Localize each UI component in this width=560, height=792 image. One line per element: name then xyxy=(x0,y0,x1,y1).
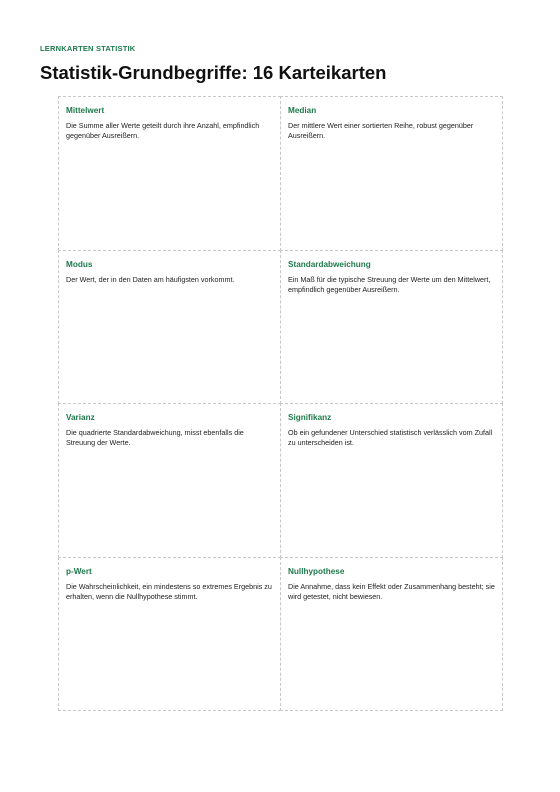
flashcard-definition: Der Wert, der in den Daten am häufigsten vorkommt. xyxy=(66,274,235,284)
flashcard xyxy=(280,403,503,558)
flashcard xyxy=(280,96,503,251)
flashcard-definition: Der mittlere Wert einer sortierten Reihe, robust gegenüber Ausreißern. xyxy=(288,121,474,141)
flashcard xyxy=(280,250,503,405)
flashcard xyxy=(58,557,281,712)
flashcard xyxy=(58,250,281,405)
flashcard-term: Mittelwert xyxy=(66,106,105,115)
flashcard-definition: Die Summe aller Werte geteilt durch ihre Anzahl, empfindlich gegenüber Ausreißern. xyxy=(66,121,260,141)
page-title: Statistik-Grundbegriffe: 16 Karteikarten xyxy=(40,62,387,83)
page-kicker: LERNKARTEN STATISTIK xyxy=(40,44,136,53)
flashcard-term: p-Wert xyxy=(66,566,92,576)
flashcard-term: Varianz xyxy=(66,413,95,422)
flashcard xyxy=(280,557,503,712)
flashcard-definition: Ob ein gefundener Unterschied statistisch verlässlich vom Zufall zu unterscheiden ist. xyxy=(288,428,493,448)
flashcard-definition: Die Annahme, dass kein Effekt oder Zusammenhang besteht; sie wird getestet, nicht bewiesen. xyxy=(288,581,495,601)
flashcard xyxy=(58,403,281,558)
flashcard-term: Nullhypothese xyxy=(288,566,345,576)
flashcard-definition: Die Wahrscheinlichkeit, ein mindestens so extremes Ergebnis zu erhalten, wenn die Nullhypothese stimmt. xyxy=(66,581,272,601)
flashcard-term: Median xyxy=(288,106,317,115)
flashcard-term: Signifikanz xyxy=(288,413,332,422)
flashcard-grid xyxy=(58,96,502,710)
flashcard xyxy=(58,96,281,251)
flashcard-term: Standardabweichung xyxy=(288,259,371,269)
flashcard-definition: Die quadrierte Standardabweichung, misst ebenfalls die Streuung der Werte. xyxy=(66,428,244,448)
flashcard-definition: Ein Maß für die typische Streuung der Werte um den Mittelwert, empfindlich gegenüber Ausreißern. xyxy=(288,274,491,294)
flashcard-term: Modus xyxy=(66,259,93,269)
